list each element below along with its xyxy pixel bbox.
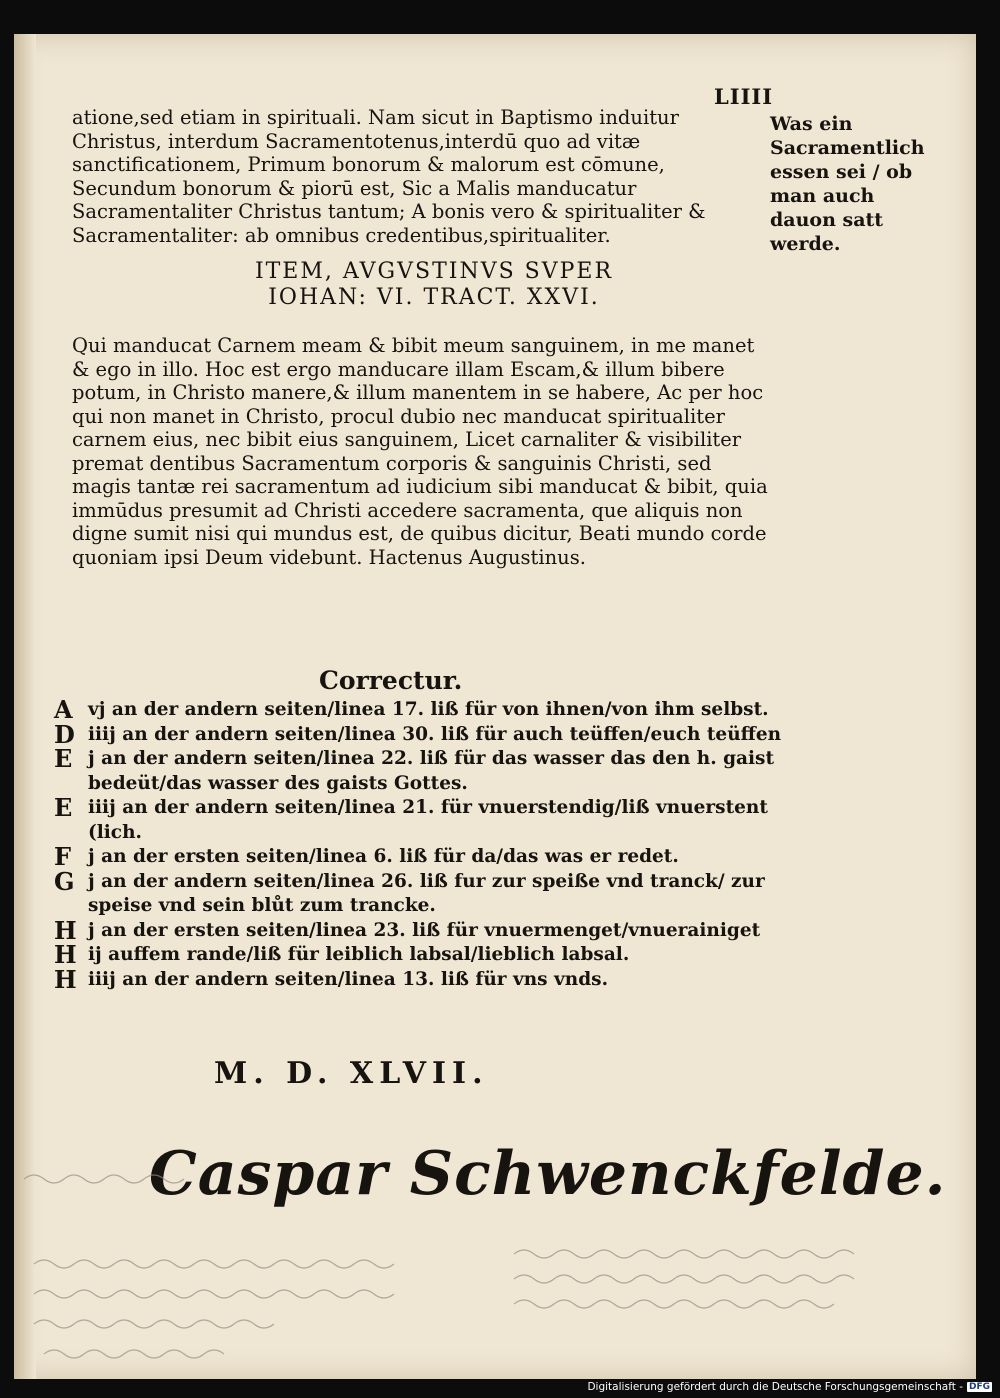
errata-item (54, 695, 784, 724)
errata-letter: H (54, 915, 77, 945)
errata-item (54, 915, 784, 945)
errata-letter: E (54, 793, 73, 822)
errata-text: vj an der andern seiten/linea 17. liß für von ihnen/von ihm selbst. (88, 699, 769, 720)
errata-text: j an der ersten seiten/linea 23. liß für vnuermenget/vnuerainiget (88, 919, 761, 941)
dfg-logo: DFG (968, 1382, 990, 1392)
folio-number: LIIII (714, 84, 774, 109)
errata-text: iiij an der andern seiten/linea 21. für vnuerstendig/liß vnuerstent (lich. (88, 797, 768, 843)
errata-letter: H (54, 940, 77, 969)
errata-item (54, 719, 784, 749)
signature: Caspar Schwenckfelde. (149, 1139, 947, 1209)
errata-item (54, 744, 784, 796)
credit-text: Digitalisierung gefördert durch die Deutsche Forschungsgemeinschaft - (587, 1381, 963, 1393)
errata-text: ij auffem rande/liß für leiblich labsal/lieblich labsal. (88, 944, 630, 965)
errata-item (54, 940, 784, 969)
errata-item (54, 793, 784, 845)
heading-line-2: IOHAN: VI. TRACT. XXVI. (268, 285, 600, 310)
imprint-date: M. D. XLVII. (214, 1056, 489, 1091)
handwritten-marginalia (14, 1154, 974, 1384)
errata-text: iiij an der andern seiten/linea 13. liß für vns vnds. (88, 968, 609, 990)
digitization-credit (587, 1380, 992, 1394)
errata-item (54, 964, 784, 994)
errata-item (54, 842, 784, 871)
section-heading (184, 259, 684, 311)
errata-letter: D (54, 719, 75, 749)
marginal-note: Was ein Sacramentlich essen sei / ob man auch dauon satt werde. (770, 113, 925, 255)
errata-letter: G (54, 866, 75, 896)
errata-item (54, 866, 784, 919)
errata-text: j an der andern seiten/linea 22. liß für das wasser das den h. gaist bedeüt/das wasser des gaists Gottes. (88, 748, 774, 794)
errata-text: iiij an der andern seiten/linea 30. liß für auch teüffen/euch teüffen (88, 723, 782, 745)
errata-letter: H (54, 964, 77, 994)
errata-text: j an der andern seiten/linea 26. liß fur zur speiße vnd tranck/ zur speise vnd sein blůt zum trancke. (88, 870, 765, 916)
errata-letter: A (54, 695, 73, 724)
errata-letter: E (54, 744, 73, 773)
book-page (14, 34, 976, 1379)
intro-paragraph: atione,sed etiam in spirituali. Nam sicut in Baptismo induitur Christus, interdum Sacramentotenus,interdū quo ad vitæ sanctificationem, Primum bonorum & malorum est cōmune, Secundum bonorum & piorū est, Sic a Malis manducatur Sacramentaliter Christus tantum; A bonis vero & spiritualiter & Sacramentaliter: ab omnibus credentibus,spiritualiter. (72, 106, 706, 247)
errata-text: j an der ersten seiten/linea 6. liß für da/das was er redet. (88, 846, 679, 867)
augustine-quote: Qui manducat Carnem meam & bibit meum sanguinem, in me manet & ego in illo. Hoc est ergo manducare illam Escam,& illum bibere potum, in Christo manere,& illum manentem in se habere, Ac per hoc qui non manet in Christo, procul dubio nec manducat spiritualiter carnem eius, nec bibit eius sanguinem, Licet carnaliter & visibiliter premat dentibus Sacramentum corporis & sanguinis Christi, sed magis tantæ rei sacramentum ad iudicium sibi manducat & bibit, quia immūdus presumit ad Christi accedere sacramenta, que aliquis non digne sumit nisi qui mundus est, de quibus dicitur, Beati mundo corde quoniam ipsi Deum videbunt. Hactenus Augustinus. (72, 334, 768, 569)
errata-list (54, 695, 784, 994)
errata-title: Correctur. (319, 666, 463, 695)
errata-letter: F (54, 842, 72, 871)
heading-line-1: ITEM, AVGVSTINVS SVPER (254, 259, 614, 284)
